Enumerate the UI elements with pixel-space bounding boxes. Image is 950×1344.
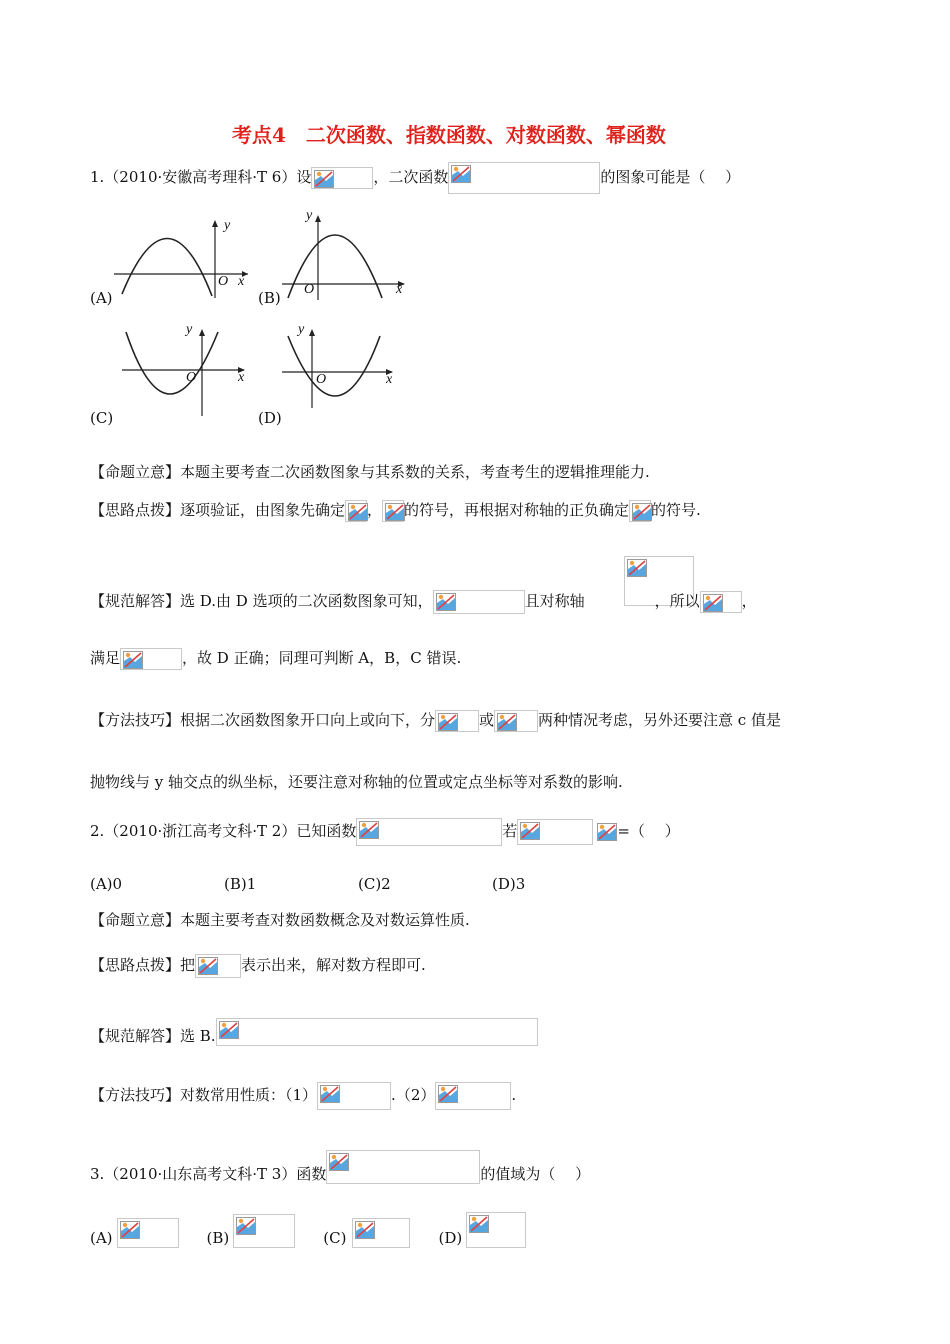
formula-image <box>311 167 373 189</box>
formula-image <box>117 1218 179 1248</box>
graph-b <box>280 212 410 302</box>
q1-manzu-a: 满足 <box>90 649 121 667</box>
broken-image-icon <box>451 165 471 183</box>
formula-image <box>352 1218 410 1248</box>
formula-image <box>356 818 502 846</box>
q2-option-a: (A)0 <box>90 875 123 893</box>
q2-option-c: (C)2 <box>358 875 391 893</box>
formula-image <box>597 823 617 841</box>
graph-d-origin-label: O <box>316 372 327 387</box>
broken-image-icon <box>469 1215 489 1233</box>
broken-image-icon <box>497 713 517 731</box>
q1-silu-d: 的符号. <box>651 501 701 519</box>
q2-option-d: (D)3 <box>492 875 526 893</box>
graph-a-x-label: x <box>238 274 245 289</box>
q1-guifan <box>90 590 757 614</box>
formula-image <box>494 710 538 732</box>
q1-stem-text-b: ，二次函数 <box>373 168 449 186</box>
q1-fangfa-b: 或 <box>479 711 495 729</box>
broken-image-icon <box>359 821 379 839</box>
graph-a-y-label: y <box>224 218 231 233</box>
formula-image <box>466 1212 526 1248</box>
broken-image-icon <box>355 1221 375 1239</box>
q1-guifan-c: ，所以 <box>654 592 700 610</box>
broken-image-icon <box>320 1085 340 1103</box>
broken-image-icon <box>329 1153 349 1171</box>
broken-image-icon <box>219 1021 239 1039</box>
formula-image <box>629 500 651 522</box>
q1-manzu-b: ，故 D 正确；同理可判断 A，B，C 错误. <box>182 649 462 667</box>
q1-silu <box>90 500 701 522</box>
q1-silu-c: 的符号，再根据对称轴的正负确定 <box>404 501 630 519</box>
graph-a <box>112 218 252 300</box>
q1-option-a: (A) <box>90 289 113 307</box>
q2-fangfa-a: 【方法技巧】对数常用性质：（1） <box>90 1086 318 1104</box>
q1-fangfa-cont: 抛物线与 y 轴交点的纵坐标，还要注意对称轴的位置或定点坐标等对系数的影响. <box>90 773 623 791</box>
q2-stem-c: =（ ） <box>617 822 680 840</box>
q3-options <box>90 1212 526 1248</box>
q1-fangfa <box>90 710 781 732</box>
q2-stem <box>90 818 680 846</box>
q2-stem-a: 2.（2010·浙江高考文科·T 2）已知函数 <box>90 822 357 840</box>
broken-image-icon <box>314 170 334 188</box>
broken-image-icon <box>198 957 218 975</box>
q2-fangfa-c: . <box>511 1086 517 1104</box>
q1-fangfa-c: 两种情况考虑，另外还要注意 c 值是 <box>538 711 781 729</box>
q3-stem <box>90 1150 590 1184</box>
broken-image-icon <box>236 1217 256 1235</box>
formula-image <box>382 500 404 522</box>
q2-silu-b: 表示出来，解对数方程即可. <box>241 956 426 974</box>
q3-option-a: (A) <box>90 1229 113 1247</box>
formula-image <box>517 819 593 845</box>
q3-option-c: (C) <box>323 1229 347 1247</box>
page-title: 考点4 二次函数、指数函数、对数函数、幂函数 <box>232 123 666 147</box>
formula-image <box>700 591 742 613</box>
q1-stem-text-a: 1.（2010·安徽高考理科·T 6）设 <box>90 168 312 186</box>
q2-silu <box>90 954 426 978</box>
graph-b-origin-label: O <box>304 282 315 297</box>
q1-option-c: (C) <box>90 409 114 427</box>
q1-guifan-d: ， <box>741 592 757 610</box>
q2-silu-a: 【思路点拨】把 <box>90 956 196 974</box>
broken-image-icon <box>348 503 368 521</box>
formula-image <box>120 648 182 670</box>
graph-d-x-label: x <box>386 372 393 387</box>
broken-image-icon <box>627 559 647 577</box>
graph-c-origin-label: O <box>186 370 197 385</box>
formula-image <box>216 1018 538 1046</box>
q1-option-b: (B) <box>258 289 281 307</box>
q1-stem <box>90 162 740 194</box>
graph-b-y-label: y <box>306 208 313 223</box>
broken-image-icon <box>385 503 405 521</box>
formula-image <box>326 1150 480 1184</box>
q1-silu-b: ， <box>367 501 383 519</box>
formula-image <box>233 1214 295 1248</box>
graph-c-y-label: y <box>186 322 193 337</box>
broken-image-icon <box>438 1085 458 1103</box>
q1-fangfa-a: 【方法技巧】根据二次函数图象开口向上或向下，分 <box>90 711 436 729</box>
formula-image <box>195 954 241 978</box>
broken-image-icon <box>436 593 456 611</box>
q1-silu-a: 【思路点拨】逐项验证，由图象先确定 <box>90 501 346 519</box>
formula-image <box>345 500 367 522</box>
broken-image-icon <box>703 594 723 612</box>
broken-image-icon <box>632 503 652 521</box>
q1-stem-text-c: 的图象可能是（ ） <box>600 168 741 186</box>
formula-image <box>448 162 600 194</box>
q2-guifan <box>90 1018 538 1046</box>
graph-b-x-label: x <box>396 282 403 297</box>
q1-mingti: 【命题立意】本题主要考查二次函数图象与其系数的关系，考查考生的逻辑推理能力. <box>90 463 650 481</box>
broken-image-icon <box>597 823 617 841</box>
graph-c-x-label: x <box>238 370 245 385</box>
q2-stem-b: 若 <box>502 822 518 840</box>
broken-image-icon <box>438 713 458 731</box>
q2-fangfa <box>90 1082 516 1110</box>
formula-image <box>317 1082 391 1110</box>
broken-image-icon <box>520 822 540 840</box>
q1-manzu <box>90 648 461 670</box>
q2-mingti: 【命题立意】本题主要考查对数函数概念及对数运算性质. <box>90 911 470 929</box>
formula-image <box>435 1082 511 1110</box>
formula-image <box>433 590 525 614</box>
q1-option-d: (D) <box>258 409 282 427</box>
graph-c <box>120 326 250 418</box>
q3-option-d: (D) <box>438 1229 463 1247</box>
q3-stem-b: 的值域为（ ） <box>480 1165 591 1183</box>
broken-image-icon <box>123 651 143 669</box>
q3-option-b: (B) <box>206 1229 230 1247</box>
q1-guifan-a: 【规范解答】选 D.由 D 选项的二次函数图象可知， <box>90 592 433 610</box>
graph-d-y-label: y <box>298 322 305 337</box>
graph-a-origin-label: O <box>218 274 229 289</box>
q2-fangfa-b: .（2） <box>391 1086 436 1104</box>
q2-option-b: (B)1 <box>224 875 257 893</box>
formula-image <box>435 710 479 732</box>
q3-stem-a: 3.（2010·山东高考文科·T 3）函数 <box>90 1165 327 1183</box>
broken-image-icon <box>120 1221 140 1239</box>
q2-guifan-text: 【规范解答】选 B. <box>90 1027 216 1045</box>
q1-guifan-b: 且对称轴 <box>524 592 585 610</box>
graph-d <box>280 326 400 410</box>
